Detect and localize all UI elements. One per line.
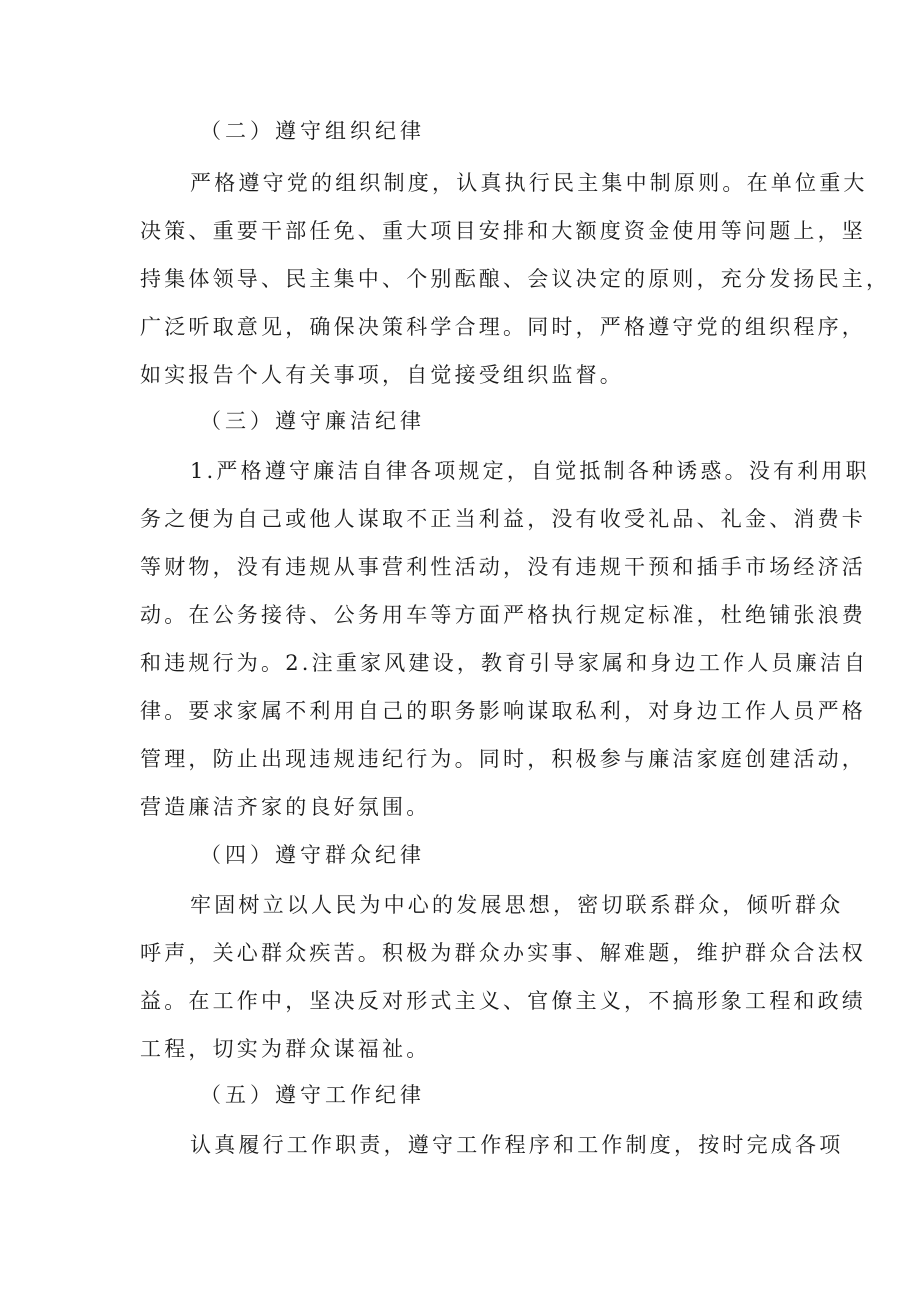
paragraph-line: 1.严格遵守廉洁自律各项规定，自觉抵制各种诱惑。没有利用职 <box>190 459 870 483</box>
paragraph-line: 律。要求家属不利用自己的职务影响谋取私利，对身边工作人员严格 <box>140 699 866 723</box>
paragraph-line: 认真履行工作职责，遵守工作程序和工作制度，按时完成各项 <box>190 1133 844 1157</box>
paragraph-line: 营造廉洁齐家的良好氛围。 <box>140 795 431 819</box>
paragraph-line: 呼声，关心群众疾苦。积极为群众办实事、解难题，维护群众合法权 <box>140 941 866 965</box>
paragraph-line: 决策、重要干部任免、重大项目安排和大额度资金使用等问题上，坚 <box>140 219 866 243</box>
paragraph-line: 工程，切实为群众谋福祉。 <box>140 1037 431 1061</box>
section-heading: （五）遵守工作纪律 <box>200 1083 425 1107</box>
paragraph-line: 广泛听取意见，确保决策科学合理。同时，严格遵守党的组织程序， <box>140 315 866 339</box>
paragraph-line: 务之便为自己或他人谋取不正当利益，没有收受礼品、礼金、消费卡 <box>140 507 866 531</box>
paragraph-line: 持集体领导、民主集中、个别酝酿、会议决定的原则，充分发扬民主， <box>140 267 891 291</box>
paragraph-line: 和违规行为。2.注重家风建设，教育引导家属和身边工作人员廉洁自 <box>140 651 869 675</box>
section-heading: （三）遵守廉洁纪律 <box>200 409 425 433</box>
paragraph-line: 如实报告个人有关事项，自觉接受组织监督。 <box>140 363 624 387</box>
paragraph-line: 牢固树立以人民为中心的发展思想，密切联系群众，倾听群众 <box>190 893 844 917</box>
paragraph-line: 益。在工作中，坚决反对形式主义、官僚主义，不搞形象工程和政绩 <box>140 989 866 1013</box>
paragraph-line: 等财物，没有违规从事营利性活动，没有违规干预和插手市场经济活 <box>140 555 866 579</box>
section-heading: （二）遵守组织纪律 <box>200 119 425 143</box>
paragraph-line: 严格遵守党的组织制度，认真执行民主集中制原则。在单位重大 <box>190 171 868 195</box>
paragraph-line: 动。在公务接待、公务用车等方面严格执行规定标准，杜绝铺张浪费 <box>140 603 866 627</box>
paragraph-line: 管理，防止出现违规违纪行为。同时，积极参与廉洁家庭创建活动， <box>140 747 866 771</box>
section-heading: （四）遵守群众纪律 <box>200 843 425 867</box>
